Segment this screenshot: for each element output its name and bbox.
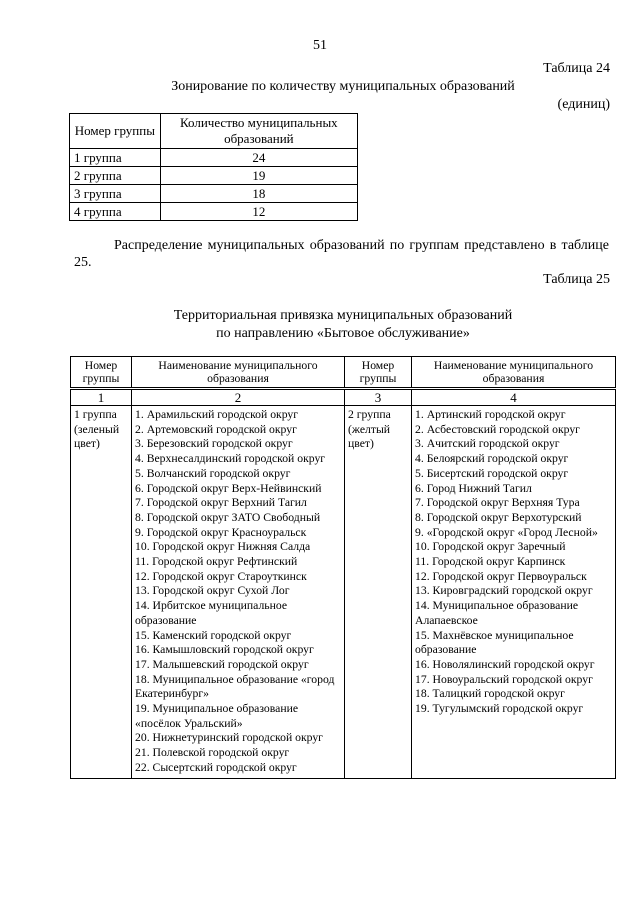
list-item: 20. Нижнетуринский городской округ [135, 731, 323, 745]
list-item: 12. Городской округ Первоуральск [415, 569, 587, 583]
list-item: 3. Ачитский городской округ [415, 437, 560, 451]
table-25-label: Таблица 25 [543, 272, 610, 287]
list-item: 3. Березовский городской округ [135, 437, 293, 451]
table-header-row [71, 357, 616, 389]
table-row [70, 203, 358, 221]
table-row [70, 167, 358, 185]
group-1-label: 1 группа (зеленый цвет) [71, 406, 132, 779]
list-item: 2. Асбестовский городской округ [415, 422, 580, 436]
column-header: Номер группы [345, 357, 412, 389]
list-item: 10. Городской округ Нижняя Салда [135, 540, 311, 554]
table-row [70, 149, 358, 167]
group-1-list-cell [132, 406, 345, 779]
list-item: 1. Артинский городской округ [415, 408, 566, 421]
column-header: Наименование муниципального образования [412, 357, 616, 389]
list-item: 4. Верхнесалдинский городской округ [135, 452, 326, 466]
column-number: 2 [132, 389, 345, 406]
list-item: 8. Городской округ ЗАТО Свободный [135, 510, 321, 524]
count-cell: 18 [160, 185, 357, 203]
table-25-title-line: Территориальная привязка муниципальных образований [173, 308, 513, 323]
table-24-label: Таблица 24 [543, 61, 610, 76]
list-item: 17. Новоуральский городской округ [415, 672, 593, 686]
table-24-title: Зонирование по количеству муниципальных образований [171, 79, 515, 94]
list-item: 5. Волчанский городской округ [135, 466, 291, 480]
list-item: 15. Каменский городской округ [135, 628, 292, 642]
column-header: Наименование муниципального образования [132, 357, 345, 389]
list-item: 6. Город Нижний Тагил [415, 481, 532, 495]
table-row [71, 406, 616, 779]
list-item: 14. Муниципальное образование Алапаевское [415, 599, 579, 627]
group-2-list-cell [412, 406, 616, 779]
list-item: 13. Городской округ Сухой Лог [135, 584, 290, 598]
column-header: Номер группы [70, 114, 161, 149]
page-number: 51 [313, 38, 327, 53]
list-item: 7. Городской округ Верхняя Тура [415, 496, 580, 510]
list-item: 7. Городской округ Верхний Тагил [135, 496, 307, 510]
list-item: 5. Бисертский городской округ [415, 466, 569, 480]
group-1-list [135, 408, 341, 776]
group-cell: 4 группа [70, 203, 161, 221]
list-item: 18. Талицкий городской округ [415, 687, 565, 701]
list-item: 15. Махнёвское муниципальное образование [415, 628, 574, 657]
column-header: Номер группы [71, 357, 132, 389]
count-cell: 24 [160, 149, 357, 167]
column-number: 1 [71, 389, 132, 406]
list-item: 19. Тугулымский городской округ [415, 702, 584, 716]
list-item: 12. Городской округ Староуткинск [135, 569, 307, 583]
list-item: 1. Арамильский городской округ [135, 408, 299, 421]
column-number: 3 [345, 389, 412, 406]
table-25-title [0, 307, 640, 343]
column-number-row [71, 389, 616, 406]
list-item: 11. Городской округ Рефтинский [135, 555, 298, 569]
list-item: 16. Новолялинский городской округ [415, 657, 595, 671]
table-24 [69, 113, 358, 221]
list-item: 10. Городской округ Заречный [415, 540, 566, 554]
list-item: 11. Городской округ Карпинск [415, 555, 566, 569]
group-2-label: 2 группа (желтый цвет) [345, 406, 412, 779]
count-cell: 12 [160, 203, 357, 221]
list-item: 18. Муниципальное образование «город Екатеринбург» [135, 672, 335, 701]
list-item: 9. Городской округ Красноуральск [135, 525, 307, 539]
list-item: 4. Белоярский городской округ [415, 452, 569, 466]
list-item: 22. Сысертский городской округ [135, 760, 297, 774]
group-cell: 3 группа [70, 185, 161, 203]
list-item: 17. Малышевский городской округ [135, 657, 309, 671]
table-row [70, 185, 358, 203]
table-25-title-line: по направлению «Бытовое обслуживание» [216, 326, 470, 341]
list-item: 13. Кировградский городской округ [415, 584, 593, 598]
table-header-row [70, 114, 358, 149]
list-item: 2. Артемовский городской округ [135, 422, 297, 436]
list-item: 14. Ирбитское муниципальное образование [135, 599, 288, 627]
group-cell: 2 группа [70, 167, 161, 185]
count-cell: 19 [160, 167, 357, 185]
list-item: 6. Городской округ Верх-Нейвинский [135, 481, 322, 495]
group-2-list [415, 408, 612, 717]
table-24-unit: (единиц) [557, 97, 610, 112]
column-number: 4 [412, 389, 616, 406]
table-25 [70, 356, 616, 779]
body-paragraph: Распределение муниципальных образований по группам представлено в таблице 25. [74, 238, 609, 270]
list-item: 19. Муниципальное образование «посёлок Уральский» [135, 702, 299, 730]
group-cell: 1 группа [70, 149, 161, 167]
list-item: 9. «Городской округ «Город Лесной» [415, 525, 598, 539]
list-item: 16. Камышловский городской округ [135, 643, 314, 657]
list-item: 21. Полевской городской округ [135, 746, 290, 760]
list-item: 8. Городской округ Верхотурский [415, 510, 582, 524]
column-header: Количество муниципальных образований [160, 114, 357, 149]
